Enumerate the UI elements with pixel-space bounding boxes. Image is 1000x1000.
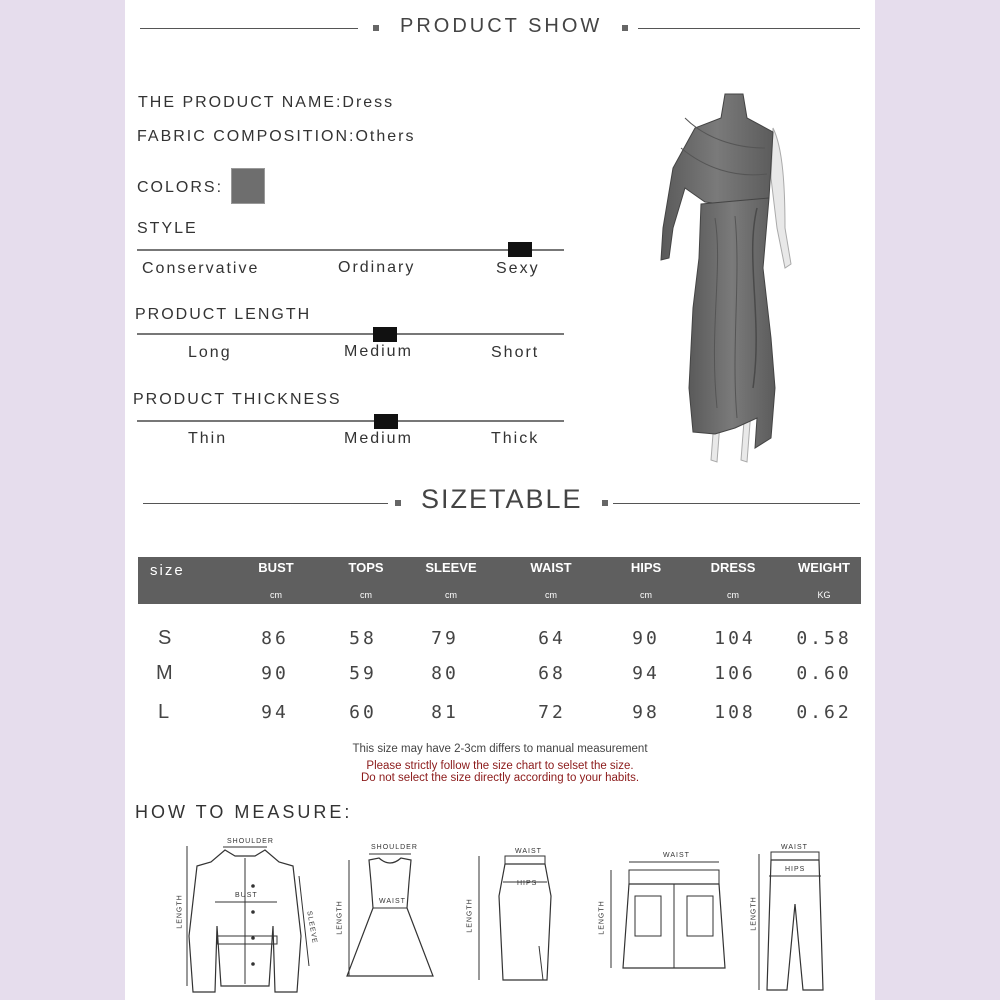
column-header: TOPS <box>348 560 384 575</box>
table-cell: 0.62 <box>796 702 852 723</box>
fabric-value: Others <box>355 128 416 145</box>
shorts-measure-diagram <box>595 848 735 978</box>
dim-label: HIPS <box>517 880 538 887</box>
dim-label: HIPS <box>785 866 806 873</box>
product-show-title: PRODUCT SHOW <box>400 15 603 37</box>
table-cell: 98 <box>632 702 660 723</box>
dim-label: WAIST <box>515 848 542 855</box>
style-option-sexy: Sexy <box>496 260 540 277</box>
column-unit: cm <box>445 590 457 600</box>
column-unit: cm <box>360 590 372 600</box>
column-header: WEIGHT <box>798 560 850 575</box>
table-cell: 80 <box>431 663 459 684</box>
divider-right <box>638 28 860 29</box>
dim-label: SHOULDER <box>371 844 418 851</box>
style-scale-line <box>137 249 564 251</box>
divider-dot <box>622 25 628 31</box>
divider-left <box>140 28 358 29</box>
size-warning: Do not select the size directly according to your habits. <box>360 772 640 784</box>
product-name-value: Dress <box>342 94 395 111</box>
size-warning: Please strictly follow the size chart to selset the size. <box>366 760 634 772</box>
dim-label: WAIST <box>379 898 406 905</box>
column-header: SLEEVE <box>425 560 477 575</box>
table-cell: 58 <box>349 628 377 649</box>
skirt-measure-diagram <box>465 846 565 986</box>
length-title: PRODUCT LENGTH <box>135 306 312 323</box>
size-note: This size may have 2-3cm differs to manual measurement <box>352 743 648 755</box>
column-header: DRESS <box>710 560 756 575</box>
size-label: L <box>158 701 170 723</box>
table-cell: 79 <box>431 628 459 649</box>
jacket-sketch <box>173 836 323 996</box>
column-header: WAIST <box>530 560 572 575</box>
shorts-sketch <box>595 848 735 978</box>
how-to-measure-title: HOW TO MEASURE: <box>135 802 353 822</box>
thickness-option-thick: Thick <box>491 430 540 447</box>
dim-label: LENGTH <box>176 894 184 929</box>
length-option-short: Short <box>491 344 540 361</box>
length-scale-line <box>137 333 564 335</box>
size-label: S <box>158 627 172 649</box>
fabric-label: FABRIC COMPOSITION: <box>137 128 356 145</box>
dim-label: LENGTH <box>466 898 474 933</box>
column-header: BUST <box>258 560 294 575</box>
style-marker[interactable] <box>508 242 532 257</box>
table-cell: 64 <box>538 628 566 649</box>
size-table-header <box>138 557 861 604</box>
size-label: M <box>156 662 173 684</box>
divider-left <box>143 503 388 504</box>
table-cell: 86 <box>261 628 289 649</box>
table-cell: 104 <box>714 628 756 649</box>
table-cell: 0.58 <box>796 628 852 649</box>
dim-label: WAIST <box>663 852 690 859</box>
product-name <box>138 94 394 112</box>
product-page <box>125 0 875 1000</box>
column-unit: cm <box>640 590 652 600</box>
dim-label: SHOULDER <box>227 838 274 845</box>
thickness-option-thin: Thin <box>188 430 228 447</box>
style-option-ordinary: Ordinary <box>338 259 416 276</box>
thickness-marker[interactable] <box>374 414 398 429</box>
style-title: STYLE <box>137 220 198 237</box>
table-cell: 0.60 <box>796 663 852 684</box>
divider-right <box>613 503 860 504</box>
table-cell: 90 <box>261 663 289 684</box>
column-unit: cm <box>727 590 739 600</box>
table-cell: 81 <box>431 702 459 723</box>
length-option-medium: Medium <box>344 343 413 360</box>
size-column-header: size <box>150 562 185 579</box>
dress-measure-diagram <box>335 842 445 992</box>
table-cell: 68 <box>538 663 566 684</box>
sizetable-title: SIZETABLE <box>421 484 583 514</box>
length-marker[interactable] <box>373 327 397 342</box>
dim-label: LENGTH <box>750 896 758 931</box>
dress-sketch <box>335 842 445 992</box>
dim-label: WAIST <box>781 844 808 851</box>
divider-dot <box>395 500 401 506</box>
dim-label: SLEEVE <box>305 910 318 945</box>
dim-label: LENGTH <box>598 900 606 935</box>
table-cell: 90 <box>632 628 660 649</box>
table-cell: 106 <box>714 663 756 684</box>
skirt-sketch <box>465 846 565 986</box>
table-cell: 108 <box>714 702 756 723</box>
fabric-composition <box>137 128 415 146</box>
color-swatch[interactable] <box>231 168 265 204</box>
length-option-long: Long <box>188 344 232 361</box>
pants-measure-diagram <box>750 844 833 994</box>
thickness-scale-line <box>137 420 564 422</box>
column-header: HIPS <box>630 560 662 575</box>
thickness-option-medium: Medium <box>344 430 413 447</box>
dim-label: BUST <box>235 892 258 899</box>
dim-label: LENGTH <box>336 900 344 935</box>
divider-dot <box>602 500 608 506</box>
table-cell: 60 <box>349 702 377 723</box>
colors-label: COLORS: <box>137 179 224 196</box>
column-unit: cm <box>270 590 282 600</box>
table-cell: 94 <box>261 702 289 723</box>
jacket-measure-diagram <box>173 836 323 996</box>
dress-photo <box>645 88 805 468</box>
divider-dot <box>373 25 379 31</box>
product-name-label: THE PRODUCT NAME: <box>138 94 343 111</box>
column-unit: KG <box>817 590 831 600</box>
column-unit: cm <box>545 590 557 600</box>
table-cell: 59 <box>349 663 377 684</box>
table-cell: 94 <box>632 663 660 684</box>
style-option-conservative: Conservative <box>142 260 260 277</box>
thickness-title: PRODUCT THICKNESS <box>133 391 342 408</box>
table-cell: 72 <box>538 702 566 723</box>
